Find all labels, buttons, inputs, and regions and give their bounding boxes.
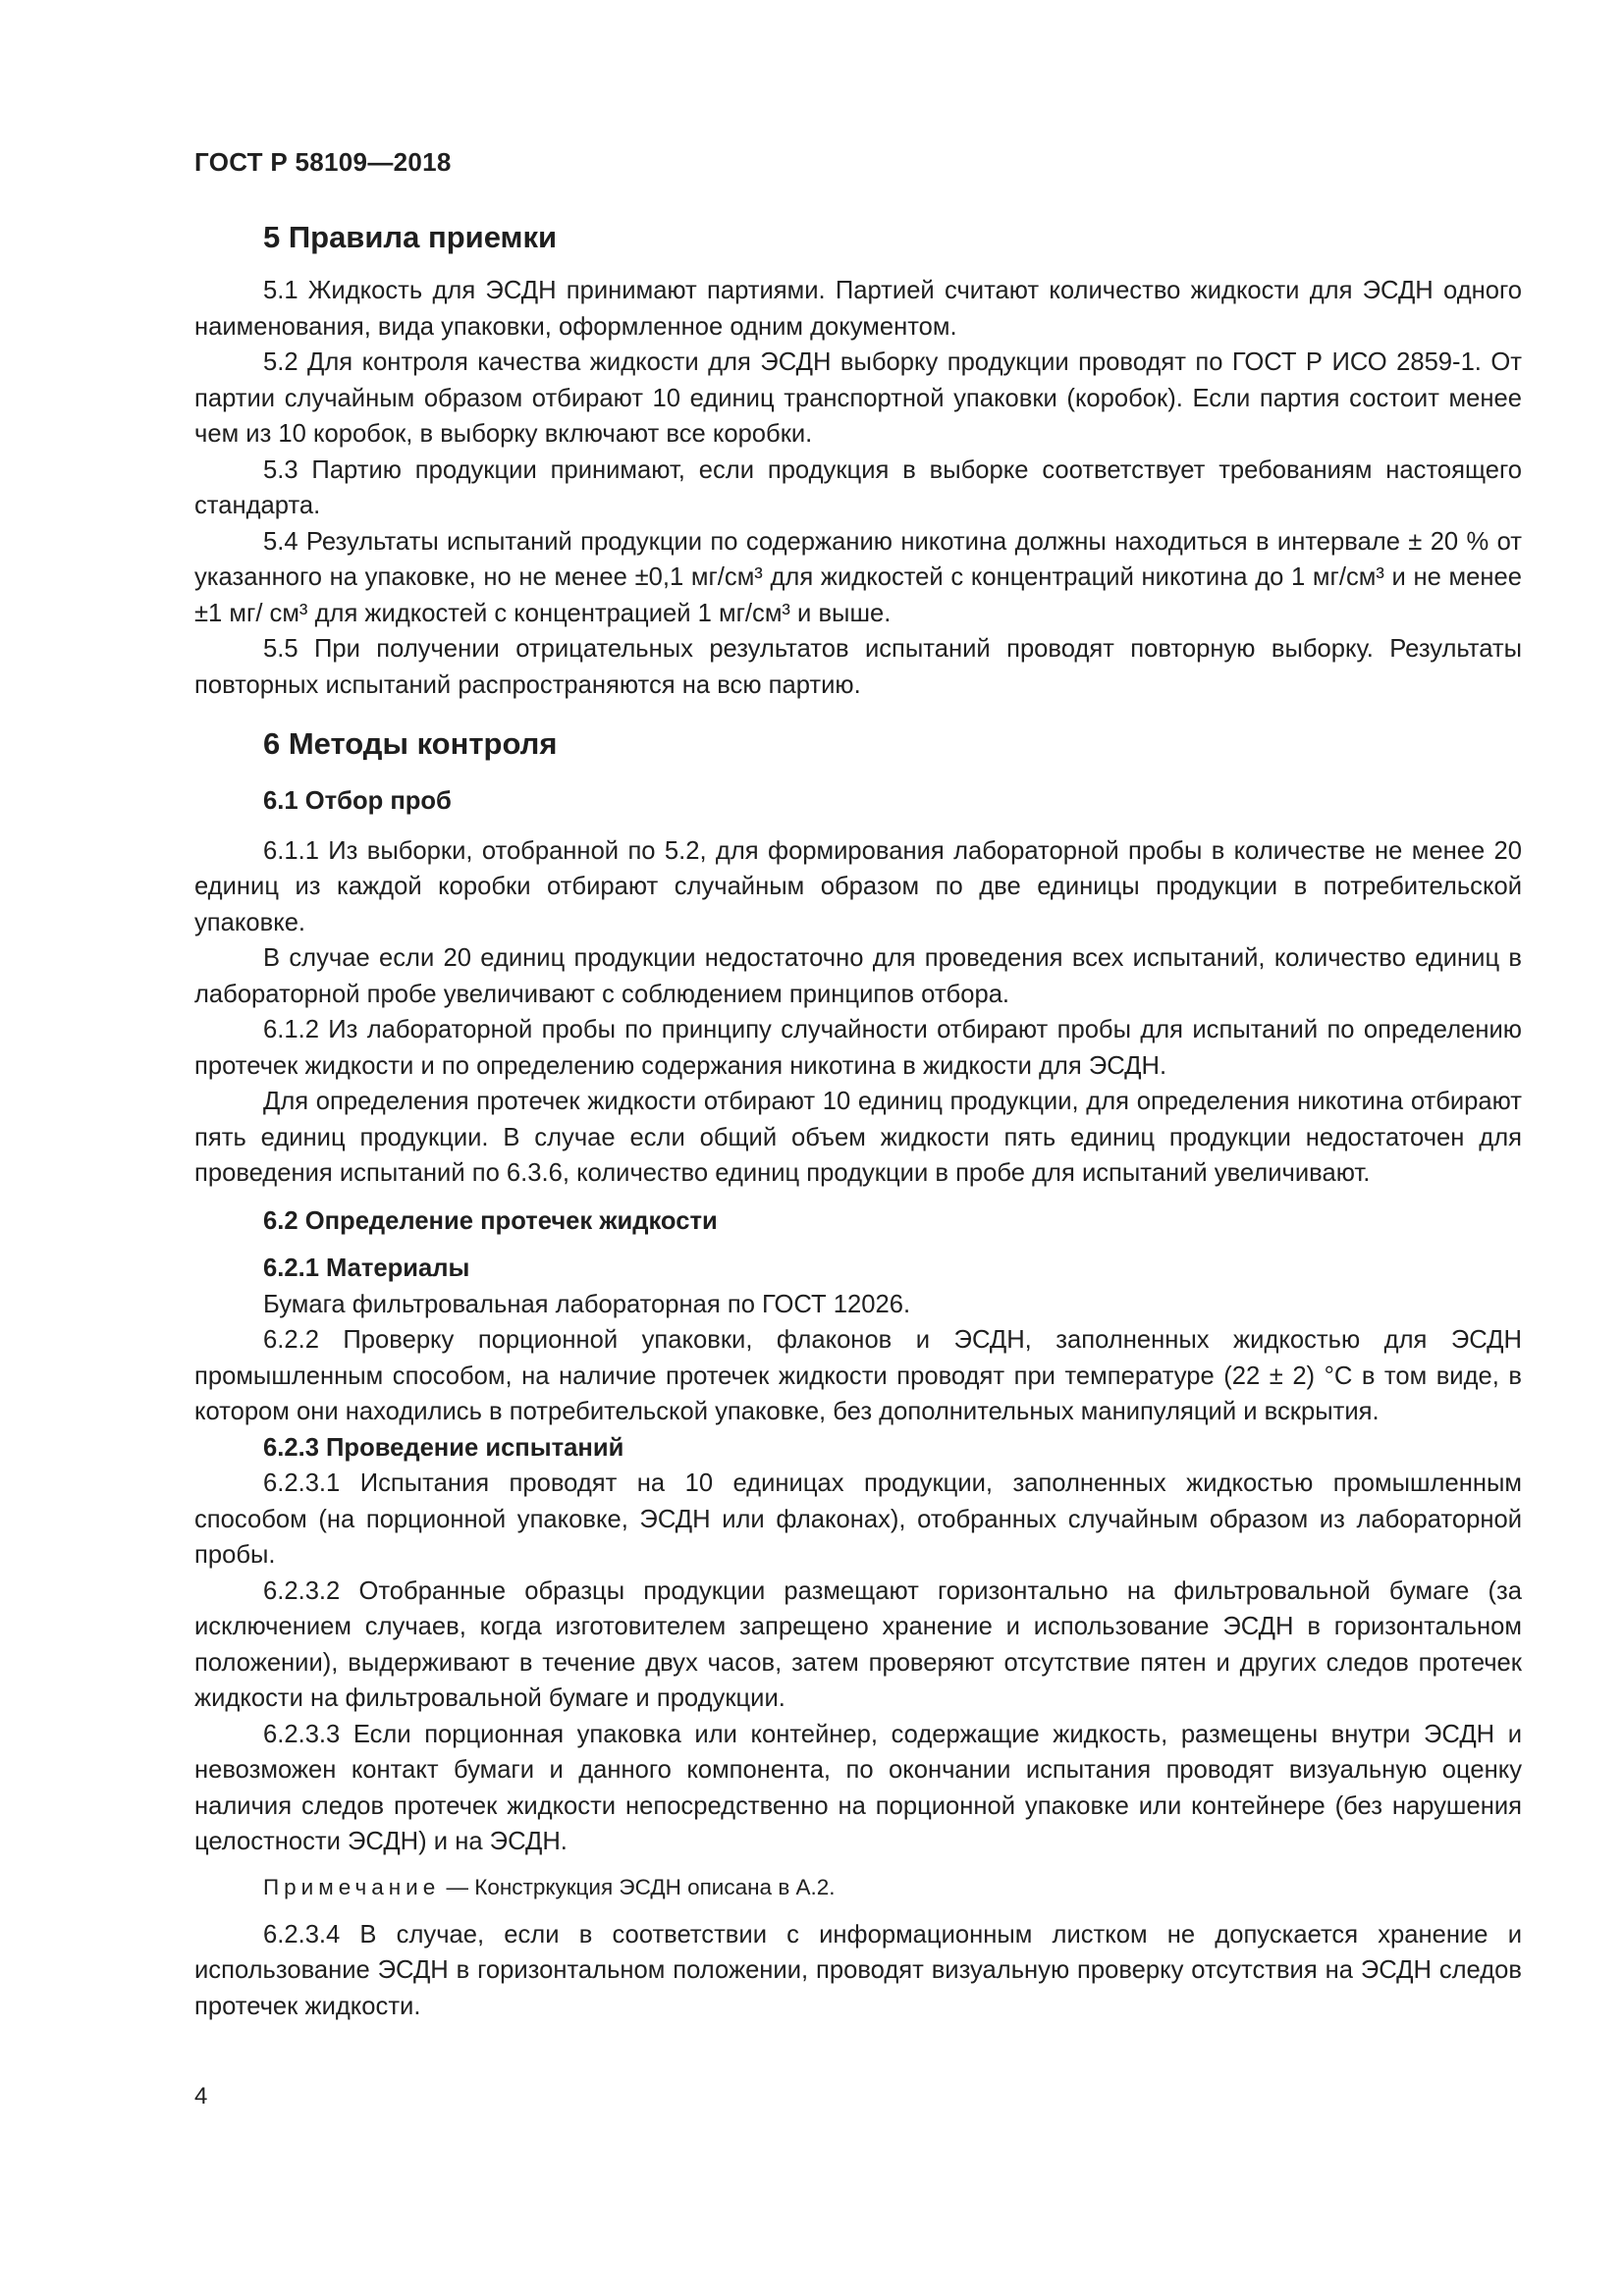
subsection-6-2-title: 6.2 Определение протечек жидкости	[263, 1206, 718, 1235]
paragraph-6-2-3-4: 6.2.3.4 В случае, если в соответствии с информационным листком не допускается хранение и использование ЭСДН в горизонтальном положении, проводят визуальную проверку отсутствия на ЭСДН следов протечек жидкости.	[194, 1920, 1522, 2020]
page-number: 4	[194, 2083, 208, 2109]
section-5-title: 5 Правила приемки	[263, 220, 558, 254]
note	[194, 1872, 1522, 1903]
paragraph-6-1-1-cont: В случае если 20 единиц продукции недостаточно для проведения всех испытаний, количество единиц в лабораторной пробе увеличивают с соблюдением принципов отбора.	[194, 944, 1522, 1008]
section-6-title: 6 Методы контроля	[263, 726, 558, 761]
paragraph-6-1-2: 6.1.2 Из лабораторной пробы по принципу случайности отбирают пробы для испытаний по определению протечек жидкости и по определению содержания никотина в жидкости для ЭСДН.	[194, 1016, 1522, 1080]
paragraph-5-4: 5.4 Результаты испытаний продукции по содержанию никотина должны находиться в интервале ± 20 % от указанного на упаковке, но не менее ±0,1 мг/см³ для жидкостей с концентраций никотина до 1 мг/см³ и не менее ±1 мг/ см³ для жидкостей с концентрацией 1 мг/см³ и выше.	[194, 527, 1522, 627]
paragraph-6-2-1-text: Бумага фильтровальная лабораторная по ГОСТ 12026.	[263, 1290, 911, 1318]
paragraph-5-3: 5.3 Партию продукции принимают, если продукция в выборке соответствует требованиям настоящего стандарта.	[194, 455, 1522, 519]
paragraph-6-2-2: 6.2.2 Проверку порционной упаковки, флаконов и ЭСДН, заполненных жидкостью для ЭСДН промышленным способом, на наличие протечек жидкости проводят при температуре (22 ± 2) °С в том виде, в котором они находились в потребительской упаковке, без дополнительных манипуляций и вскрытия.	[194, 1326, 1522, 1425]
subsection-6-2-3-title: 6.2.3 Проведение испытаний	[263, 1433, 624, 1462]
standard-header: ГОСТ Р 58109—2018	[194, 147, 452, 177]
subsection-6-1-title: 6.1 Отбор проб	[263, 787, 452, 815]
paragraph-5-5: 5.5 При получении отрицательных результатов испытаний проводят повторную выборку. Результаты повторных испытаний распространяются на всю партию.	[194, 635, 1522, 699]
paragraph-6-2-3-2: 6.2.3.2 Отобранные образцы продукции размещают горизонтально на фильтровальной бумаге (за исключением случаев, когда изготовителем запрещено хранение и использование ЭСДН в горизонтальном положении), выдерживают в течение двух часов, затем проверяют отсутствие пятен и других следов протечек жидкости на фильтровальной бумаге и продукции.	[194, 1576, 1522, 1712]
paragraph-5-1: 5.1 Жидкость для ЭСДН принимают партиями. Партией считают количество жидкости для ЭСДН одного наименования, вида упаковки, оформленное одним документом.	[194, 277, 1522, 341]
paragraph-6-1-2-cont: Для определения протечек жидкости отбирают 10 единиц продукции, для определения никотина отбирают пять единиц продукции. В случае если общий объем жидкости пять единиц продукции недостаточен для проведения испытаний по 6.3.6, количество единиц продукции в пробе для испытаний увеличивают.	[194, 1088, 1522, 1187]
note-text: — Констркукция ЭСДН описана в А.2.	[440, 1874, 836, 1899]
paragraph-6-1-1: 6.1.1 Из выборки, отобранной по 5.2, для формирования лабораторной пробы в количестве не менее 20 единиц из каждой коробки отбирают случайным образом по две единицы продукции в потребительской упаковке.	[194, 836, 1522, 936]
note-label: Примечание	[263, 1874, 441, 1899]
paragraph-5-2: 5.2 Для контроля качества жидкости для ЭСДН выборку продукции проводят по ГОСТ Р ИСО 2859-1. От партии случайным образом отбирают 10 единиц транспортной упаковки (коробок). Если партия состоит менее чем из 10 коробок, в выборку включают все коробки.	[194, 348, 1522, 448]
subsection-6-2-1-title: 6.2.1 Материалы	[263, 1255, 470, 1282]
page-content	[194, 218, 1522, 2024]
paragraph-6-2-3-1: 6.2.3.1 Испытания проводят на 10 единицах продукции, заполненных жидкостью промышленным способом (на порционной упаковке, ЭСДН или флаконах), отобранных случайным образом из лабораторной пробы.	[194, 1469, 1522, 1569]
paragraph-6-2-3-3: 6.2.3.3 Если порционная упаковка или контейнер, содержащие жидкость, размещены внутри ЭСДН и невозможен контакт бумаги и данного компонента, по окончании испытания проводят визуальную оценку наличия следов протечек жидкости непосредственно на порционной упаковке или контейнере (без нарушения целостности ЭСДН) и на ЭСДН.	[194, 1720, 1522, 1855]
